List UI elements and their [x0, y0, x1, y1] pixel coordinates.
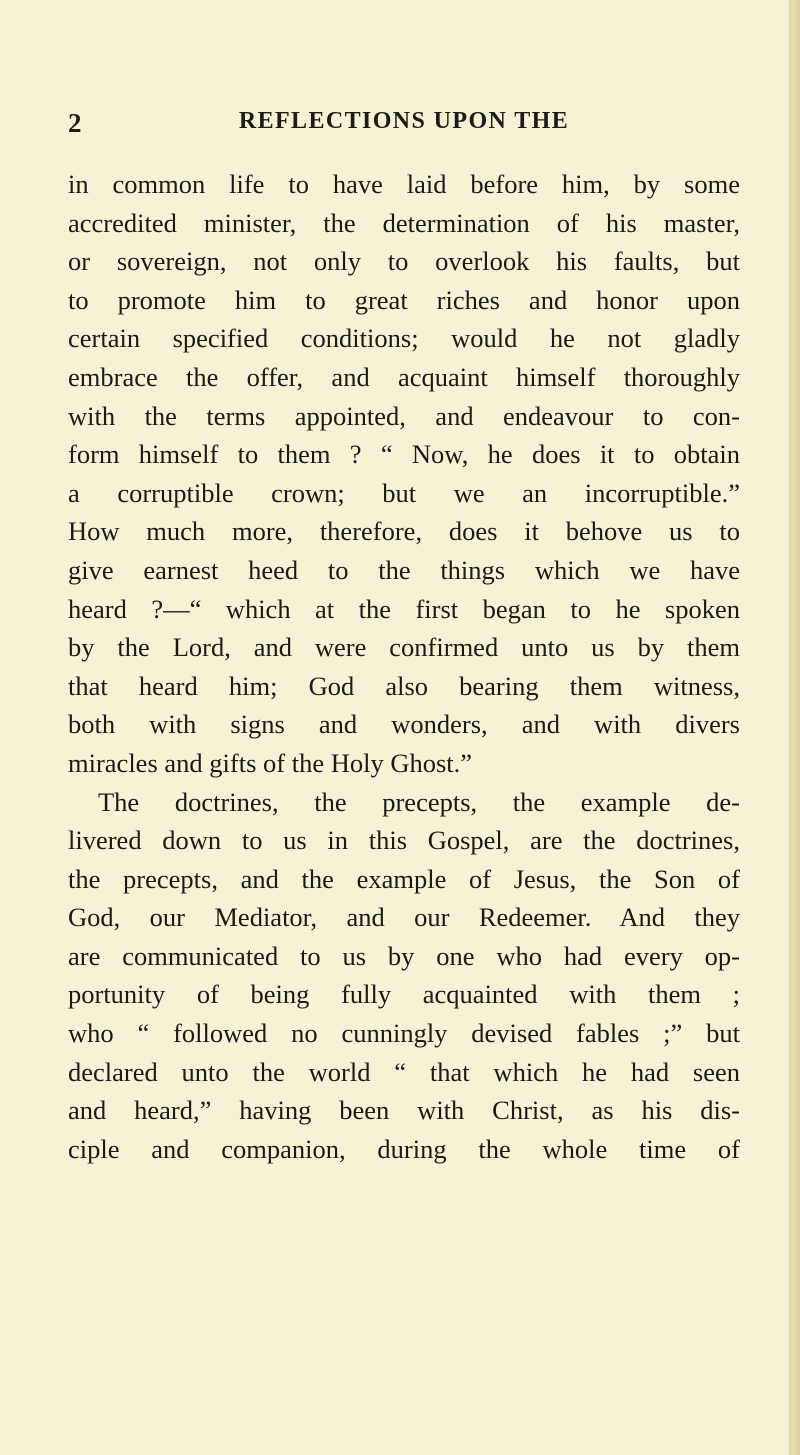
text-line: the precepts, and the example of Jesus, the Son of — [68, 863, 740, 894]
text-line: declared unto the world “ that which he had seen — [68, 1056, 740, 1087]
page-header — [68, 108, 740, 148]
text-line: or sovereign, not only to overlook his faults, but — [68, 246, 740, 277]
text-line: who “ followed no cunningly devised fables ;” but — [68, 1018, 740, 1049]
body-text — [68, 165, 740, 1168]
text-line: certain specified conditions; would he not gladly — [68, 323, 740, 354]
text-line: to promote him to great riches and honor upon — [68, 284, 740, 315]
page-edge-shadow — [788, 0, 800, 1455]
text-line: heard ?—“ which at the first began to he spoken — [68, 593, 740, 624]
text-line: embrace the offer, and acquaint himself thoroughly — [68, 361, 740, 392]
text-line: miracles and gifts of the Holy Ghost.” — [68, 747, 473, 778]
text-line: with the terms appointed, and endeavour to con- — [68, 400, 740, 431]
text-line: ciple and companion, during the whole time of — [68, 1133, 740, 1164]
text-line: accredited minister, the determination of his master, — [68, 207, 740, 238]
text-line: livered down to us in this Gospel, are the doctrines, — [68, 825, 740, 856]
text-line: give earnest heed to the things which we have — [68, 554, 740, 585]
text-line: by the Lord, and were confirmed unto us by them — [68, 632, 740, 663]
text-line: that heard him; God also bearing them witness, — [68, 670, 740, 701]
text-line: a corruptible crown; but we an incorruptible.” — [68, 477, 740, 508]
text-line: The doctrines, the precepts, the example de- — [98, 786, 740, 817]
text-line: are communicated to us by one who had every op- — [68, 940, 740, 971]
text-line: and heard,” having been with Christ, as his dis- — [68, 1095, 740, 1126]
text-line: in common life to have laid before him, by some — [68, 169, 740, 199]
text-line: How much more, therefore, does it behove us to — [68, 516, 740, 547]
text-line: both with signs and wonders, and with divers — [68, 709, 740, 740]
running-head: REFLECTIONS UPON THE — [238, 108, 570, 134]
text-line: form himself to them ? “ Now, he does it to obtain — [68, 439, 740, 470]
page-number: 2 — [68, 108, 82, 138]
text-line: God, our Mediator, and our Redeemer. And they — [68, 902, 740, 933]
text-line: portunity of being fully acquainted with them ; — [68, 979, 740, 1010]
